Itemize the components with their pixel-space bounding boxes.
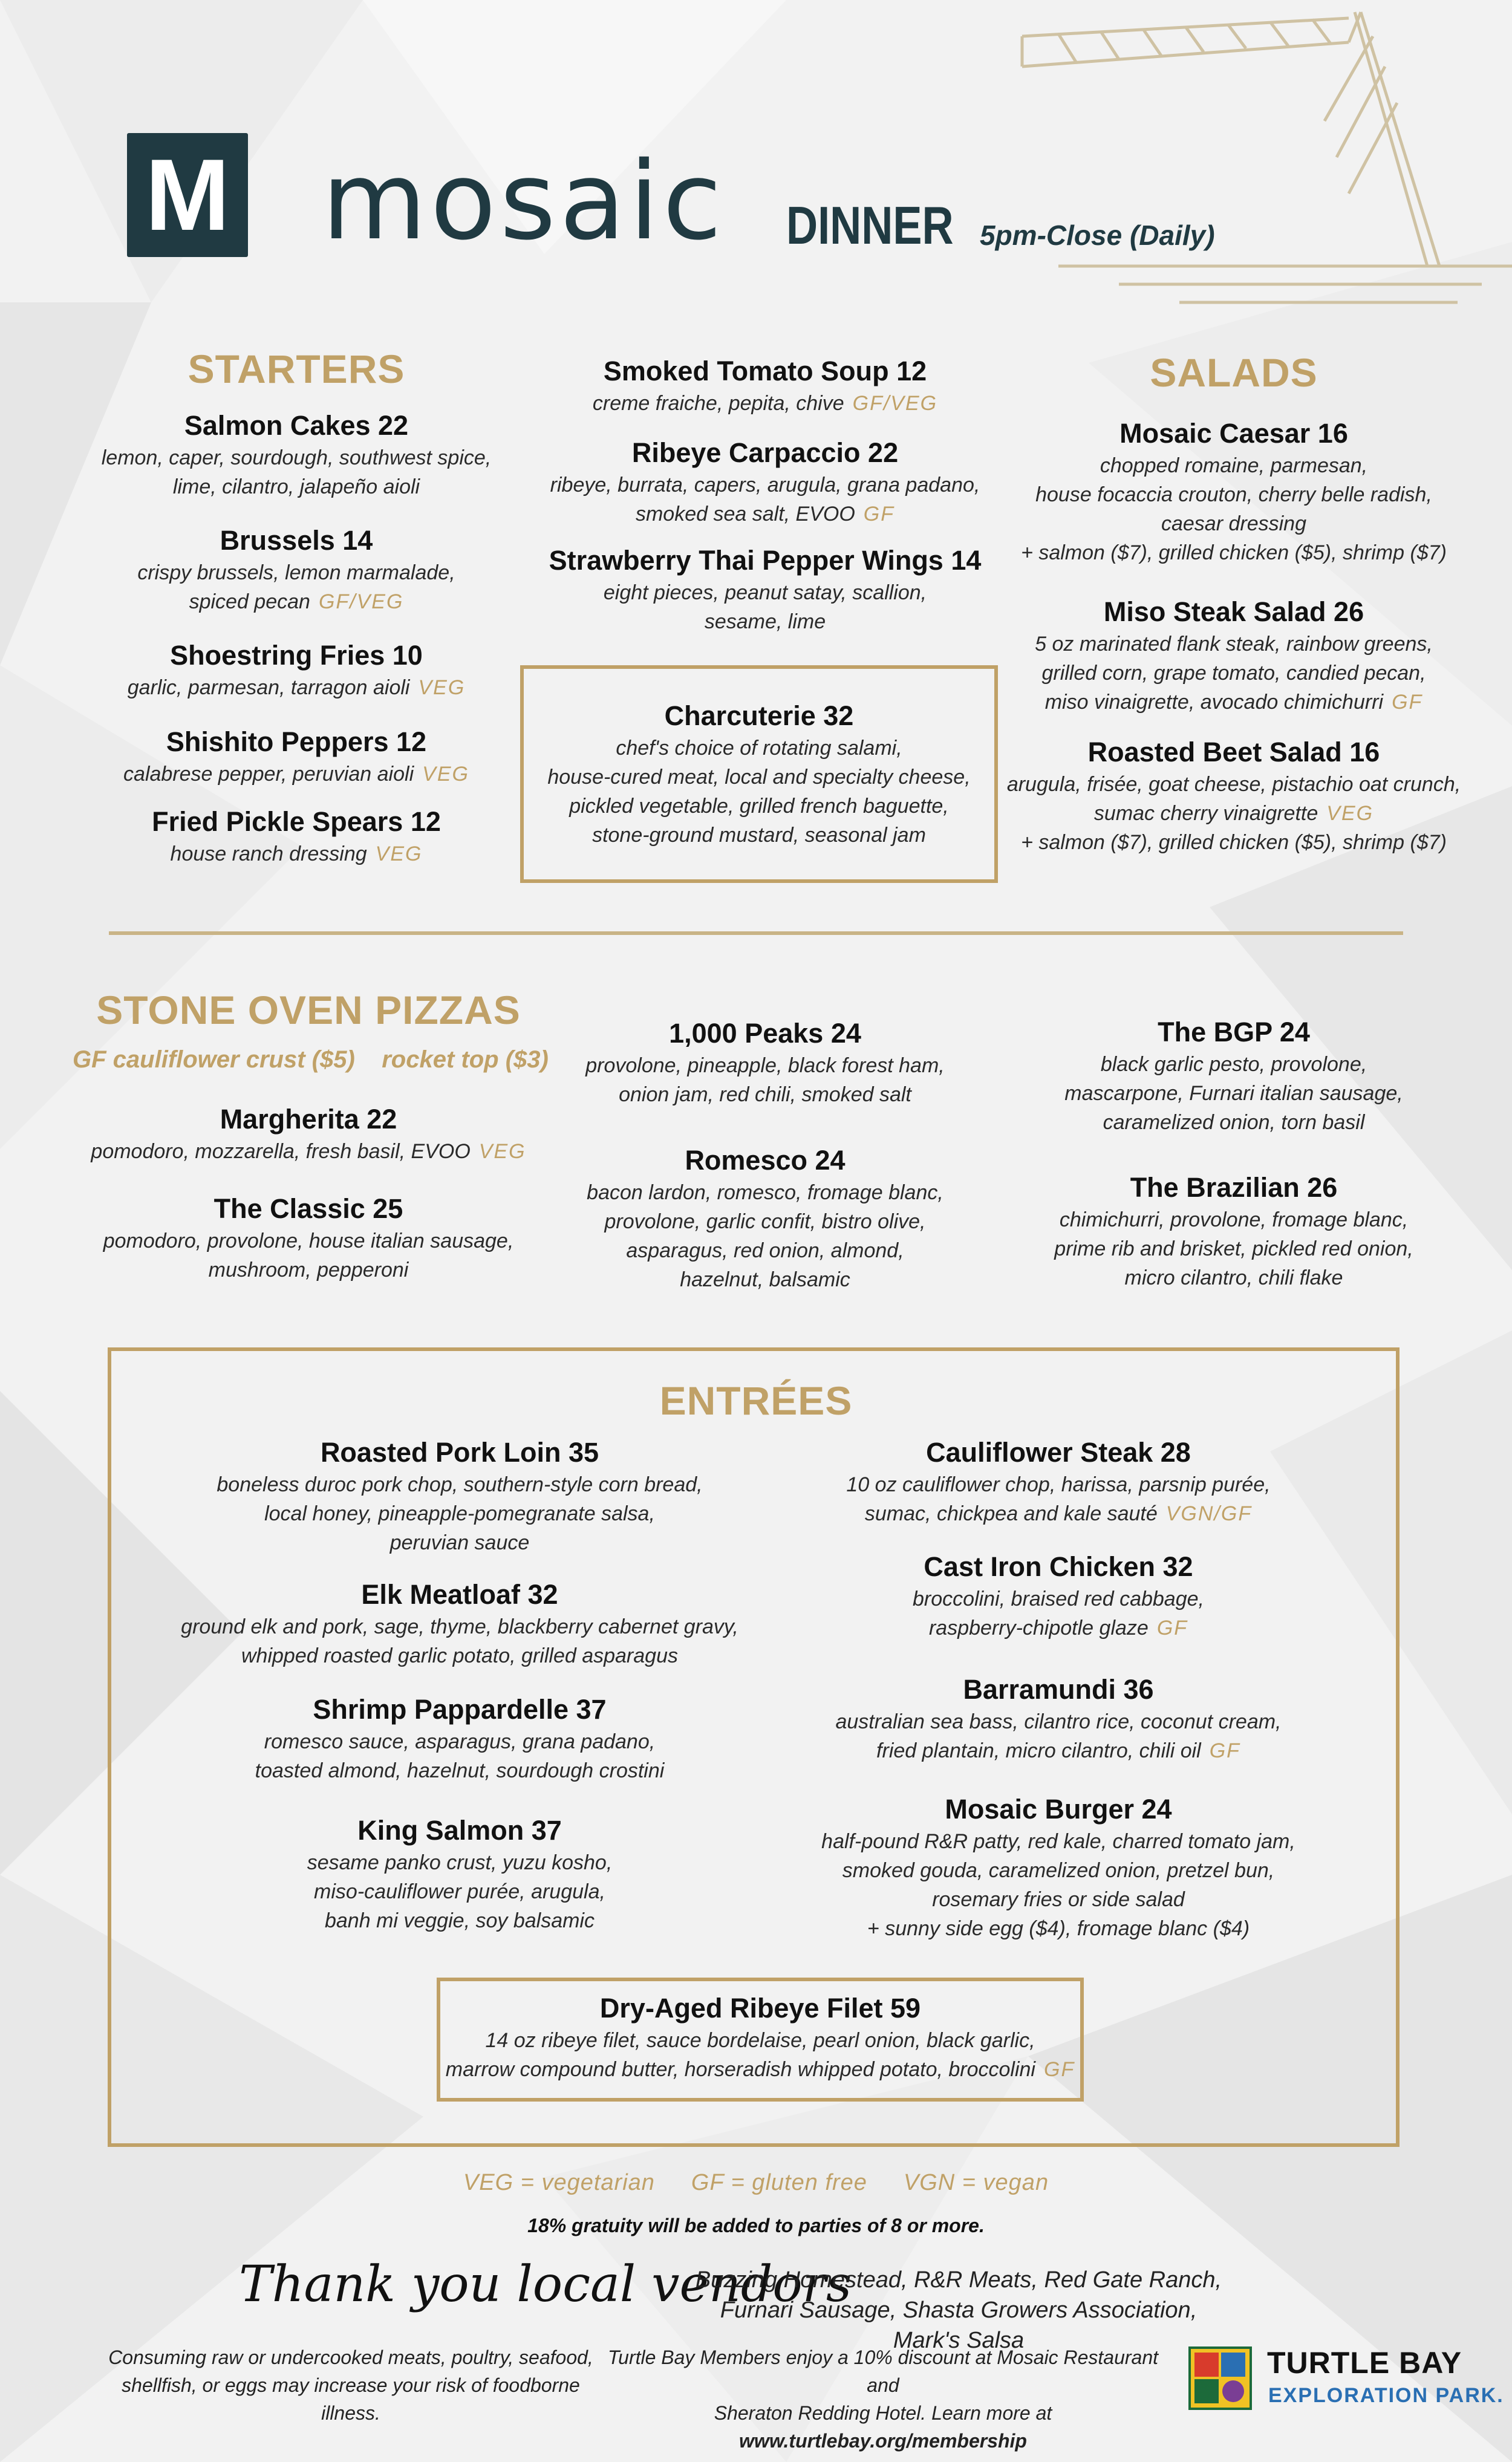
item-desc: 10 oz cauliflower chop, harissa, parsnip purée, [846,1473,1271,1496]
item-name: Elk Meatloaf 32 [361,1579,558,1610]
item-desc: provolone, pineapple, black forest ham, [585,1054,945,1077]
item-desc: toasted almond, hazelnut, sourdough crostini [255,1759,665,1782]
menu-item [85,408,508,501]
item-desc: onion jam, red chili, smoked salt [619,1083,911,1106]
logo-mark: M [127,133,248,257]
item-name: Shishito Peppers 12 [166,726,427,757]
menu-title: DINNER [786,195,954,255]
diet-tag: VEG [375,842,423,865]
legend-vgn: VGN = vegan [903,2170,1049,2195]
item-desc: + salmon ($7), grilled chicken ($5), shrimp ($7) [1021,541,1447,564]
item-name: Shoestring Fries 10 [170,640,423,671]
item-desc: house-cured meat, local and specialty cheese, [547,766,971,789]
menu-item [780,1792,1337,1943]
item-desc: pomodoro, provolone, house italian sausage, [103,1229,514,1252]
item-desc: romesco sauce, asparagus, grana padano, [264,1730,656,1753]
item-desc: house focaccia crouton, cherry belle radish, [1035,483,1432,506]
diet-tag: GF/VEG [852,392,938,415]
menu-item [73,1191,544,1285]
item-name: Mosaic Caesar 16 [1119,418,1348,449]
item-desc: ribeye, burrata, capers, arugula, grana padano, [550,474,980,497]
item-desc: prime rib and brisket, pickled red onion, [1054,1237,1413,1260]
item-desc: 5 oz marinated flank steak, rainbow greens, [1035,633,1433,656]
membership-line: Sheraton Redding Hotel. Learn more at [714,2402,1052,2424]
menu-item [780,1435,1337,1528]
item-desc: + sunny side egg ($4), fromage blanc ($4) [867,1917,1250,1940]
item-name: King Salmon 37 [357,1815,562,1846]
partner-subtitle: EXPLORATION PARK. [1268,2384,1504,2407]
item-desc: mushroom, pepperoni [208,1259,409,1281]
item-desc: caramelized onion, torn basil [1103,1111,1365,1134]
diet-tag: GF [1044,2058,1075,2081]
item-name: Dry-Aged Ribeye Filet 59 [599,1993,921,2024]
pizzas-heading: STONE OVEN PIZZAS [96,988,521,1032]
item-desc: raspberry-chipotle glaze [928,1617,1149,1640]
item-desc: half-pound R&R patty, red kale, charred tomato jam, [821,1830,1295,1853]
diet-tag: GF [1209,1739,1240,1762]
item-name: Ribeye Carpaccio 22 [631,437,899,468]
item-name: Roasted Pork Loin 35 [320,1437,599,1468]
legend-veg: VEG = vegetarian [463,2170,655,2195]
item-desc: smoked sea salt, EVOO [635,503,855,526]
item-desc: lime, cilantro, jalapeño aioli [172,475,420,498]
item-desc: broccolini, braised red cabbage, [913,1588,1204,1610]
item-desc: chopped romaine, parmesan, [1100,454,1368,477]
item-desc: hazelnut, balsamic [680,1268,850,1291]
item-name: Smoked Tomato Soup 12 [603,356,927,386]
item-name: The Brazilian 26 [1130,1172,1338,1203]
brand-wordmark: mosaic [322,138,726,264]
item-name: Cauliflower Steak 28 [926,1437,1191,1468]
section-divider [109,931,1403,935]
item-desc: arugula, frisée, goat cheese, pistachio oat crunch, [1006,773,1461,796]
menu-item [1004,1170,1464,1292]
diet-tag: VEG [418,676,466,699]
item-name: Barramundi 36 [963,1674,1154,1705]
item-desc: whipped roasted garlic potato, grilled asparagus [241,1644,678,1667]
item-desc: sumac, chickpea and kale sauté [864,1502,1158,1525]
item-desc: pickled vegetable, grilled french baguette, [569,795,949,818]
diet-tag: GF [863,503,895,526]
item-desc: pomodoro, mozzarella, fresh basil, EVOO [91,1140,471,1163]
item-name: Romesco 24 [685,1145,846,1176]
menu-item [85,725,508,789]
turtle-bay-logo-icon [1188,2346,1252,2410]
menu-item [85,523,508,616]
diet-tag: VEG [1326,802,1374,825]
item-desc: spiced pecan [189,590,310,613]
menu-item [169,1813,750,1935]
item-desc: asparagus, red onion, almond, [626,1239,904,1262]
item-desc: ground elk and pork, sage, thyme, blackberry cabernet gravy, [181,1615,738,1638]
menu-item [1004,735,1464,857]
item-desc: crispy brussels, lemon marmalade, [137,561,455,584]
diet-tag: GF [1156,1617,1188,1640]
item-desc: black garlic pesto, provolone, [1100,1053,1367,1076]
item-name: Strawberry Thai Pepper Wings 14 [549,545,982,576]
membership-note [593,2343,1173,2455]
diet-tag: GF [1392,691,1423,714]
item-desc: caesar dressing [1161,512,1306,535]
menu-item [169,1577,750,1670]
menu-item-feature [442,1991,1079,2084]
item-desc: peruvian sauce [389,1531,530,1554]
item-desc: garlic, parmesan, tarragon aioli [127,676,410,699]
item-desc: sesame panko crust, yuzu kosho, [307,1851,613,1874]
warning-line: Consuming raw or undercooked meats, poultry, seafood, [108,2346,593,2368]
menu-item [532,699,986,850]
item-desc: australian sea bass, cilantro rice, coconut cream, [835,1710,1282,1733]
item-desc: sesame, lime [704,610,826,633]
item-desc: marrow compound butter, horseradish whipped potato, broccolini [445,2058,1035,2081]
item-name: Fried Pickle Spears 12 [152,806,441,837]
item-desc: smoked gouda, caramelized onion, pretzel bun, [842,1859,1275,1882]
item-desc: bacon lardon, romesco, fromage blanc, [587,1181,943,1204]
item-name: Salmon Cakes 22 [184,410,409,441]
item-name: Shrimp Pappardelle 37 [313,1694,607,1725]
item-desc: chef's choice of rotating salami, [616,737,902,760]
item-desc: sumac cherry vinaigrette [1093,802,1318,825]
menu-item [1004,594,1464,717]
item-desc: miso vinaigrette, avocado chimichurri [1044,691,1384,714]
item-desc: boneless duroc pork chop, southern-style corn bread, [217,1473,703,1496]
food-safety-warning [91,2343,611,2427]
menu-item [73,1102,544,1166]
item-name: Miso Steak Salad 26 [1103,596,1364,627]
service-hours: 5pm-Close (Daily) [980,220,1215,251]
item-desc: micro cilantro, chili flake [1124,1266,1343,1289]
legend-gf: GF = gluten free [691,2170,867,2195]
membership-link[interactable]: www.turtlebay.org/membership [739,2430,1027,2452]
menu-item [1004,416,1464,567]
item-desc: creme fraiche, pepita, chive [592,392,844,415]
menu-item [532,543,998,636]
item-desc: chimichurri, provolone, fromage blanc, [1059,1208,1409,1231]
partner-name: TURTLE BAY [1267,2346,1462,2380]
item-name: The Classic 25 [213,1193,403,1224]
item-desc: fried plantain, micro cilantro, chili oil [876,1739,1201,1762]
item-desc: stone-ground mustard, seasonal jam [592,824,926,847]
menu-item [169,1435,750,1557]
item-desc: house ranch dressing [170,842,367,865]
menu-item [780,1549,1337,1643]
menu-item [532,1143,998,1294]
menu-item [532,354,998,418]
menu-item [532,1016,998,1109]
starters-heading: STARTERS [187,347,405,391]
salads-heading: SALADS [1150,350,1318,395]
item-name: Roasted Beet Salad 16 [1087,737,1380,767]
menu-item [532,435,998,529]
item-desc: miso-cauliflower purée, arugula, [314,1880,605,1903]
sundial-bridge-illustration [998,0,1512,327]
item-desc: banh mi veggie, soy balsamic [324,1909,595,1932]
item-desc: eight pieces, peanut satay, scallion, [603,581,927,604]
membership-line: Turtle Bay Members enjoy a 10% discount at Mosaic Restaurant and [607,2346,1159,2396]
item-desc: mascarpone, Furnari italian sausage, [1064,1082,1403,1105]
vendors-line: Furnari Sausage, Shasta Growers Association, Mark's Salsa [720,2298,1198,2353]
diet-tag: VEG [478,1140,526,1163]
menu-item [169,1692,750,1785]
menu-item [85,638,508,702]
entrees-heading: ENTRÉES [659,1378,853,1423]
diet-tag: VEG [422,763,469,786]
item-desc: lemon, caper, sourdough, southwest spice, [101,446,492,469]
gratuity-note: 18% gratuity will be added to parties of 8 or more. [527,2215,985,2236]
item-name: Cast Iron Chicken 32 [924,1551,1193,1582]
item-name: Mosaic Burger 24 [945,1794,1172,1825]
item-desc: provolone, garlic confit, bistro olive, [604,1210,926,1233]
item-desc: rosemary fries or side salad [932,1888,1185,1911]
item-name: Brussels 14 [220,525,373,556]
item-name: Charcuterie 32 [664,700,854,731]
vendors-list [686,2265,1231,2356]
menu-item [1004,1015,1464,1137]
menu-item [780,1672,1337,1765]
diet-legend [302,2170,1210,2196]
pizza-options: GF cauliflower crust ($5) rocket top ($3) [73,1046,549,1073]
item-desc: 14 oz ribeye filet, sauce bordelaise, pearl onion, black garlic, [485,2029,1035,2052]
item-name: 1,000 Peaks 24 [669,1018,861,1049]
diet-tag: GF/VEG [318,590,404,613]
menu-item [85,804,508,868]
item-desc: + salmon ($7), grilled chicken ($5), shrimp ($7) [1021,831,1447,854]
item-name: Margherita 22 [220,1104,397,1135]
item-desc: local honey, pineapple-pomegranate salsa, [264,1502,655,1525]
vendors-line: Buzzing Homestead, R&R Meats, Red Gate Ranch, [695,2267,1222,2293]
vendors-heading: Thank you local vendors [239,2256,852,2313]
item-desc: calabrese pepper, peruvian aioli [123,763,414,786]
diet-tag: VGN/GF [1165,1502,1253,1525]
warning-line: shellfish, or eggs may increase your risk of foodborne illness. [122,2374,580,2424]
item-desc: grilled corn, grape tomato, candied pecan, [1041,662,1426,685]
item-name: The BGP 24 [1158,1017,1310,1047]
